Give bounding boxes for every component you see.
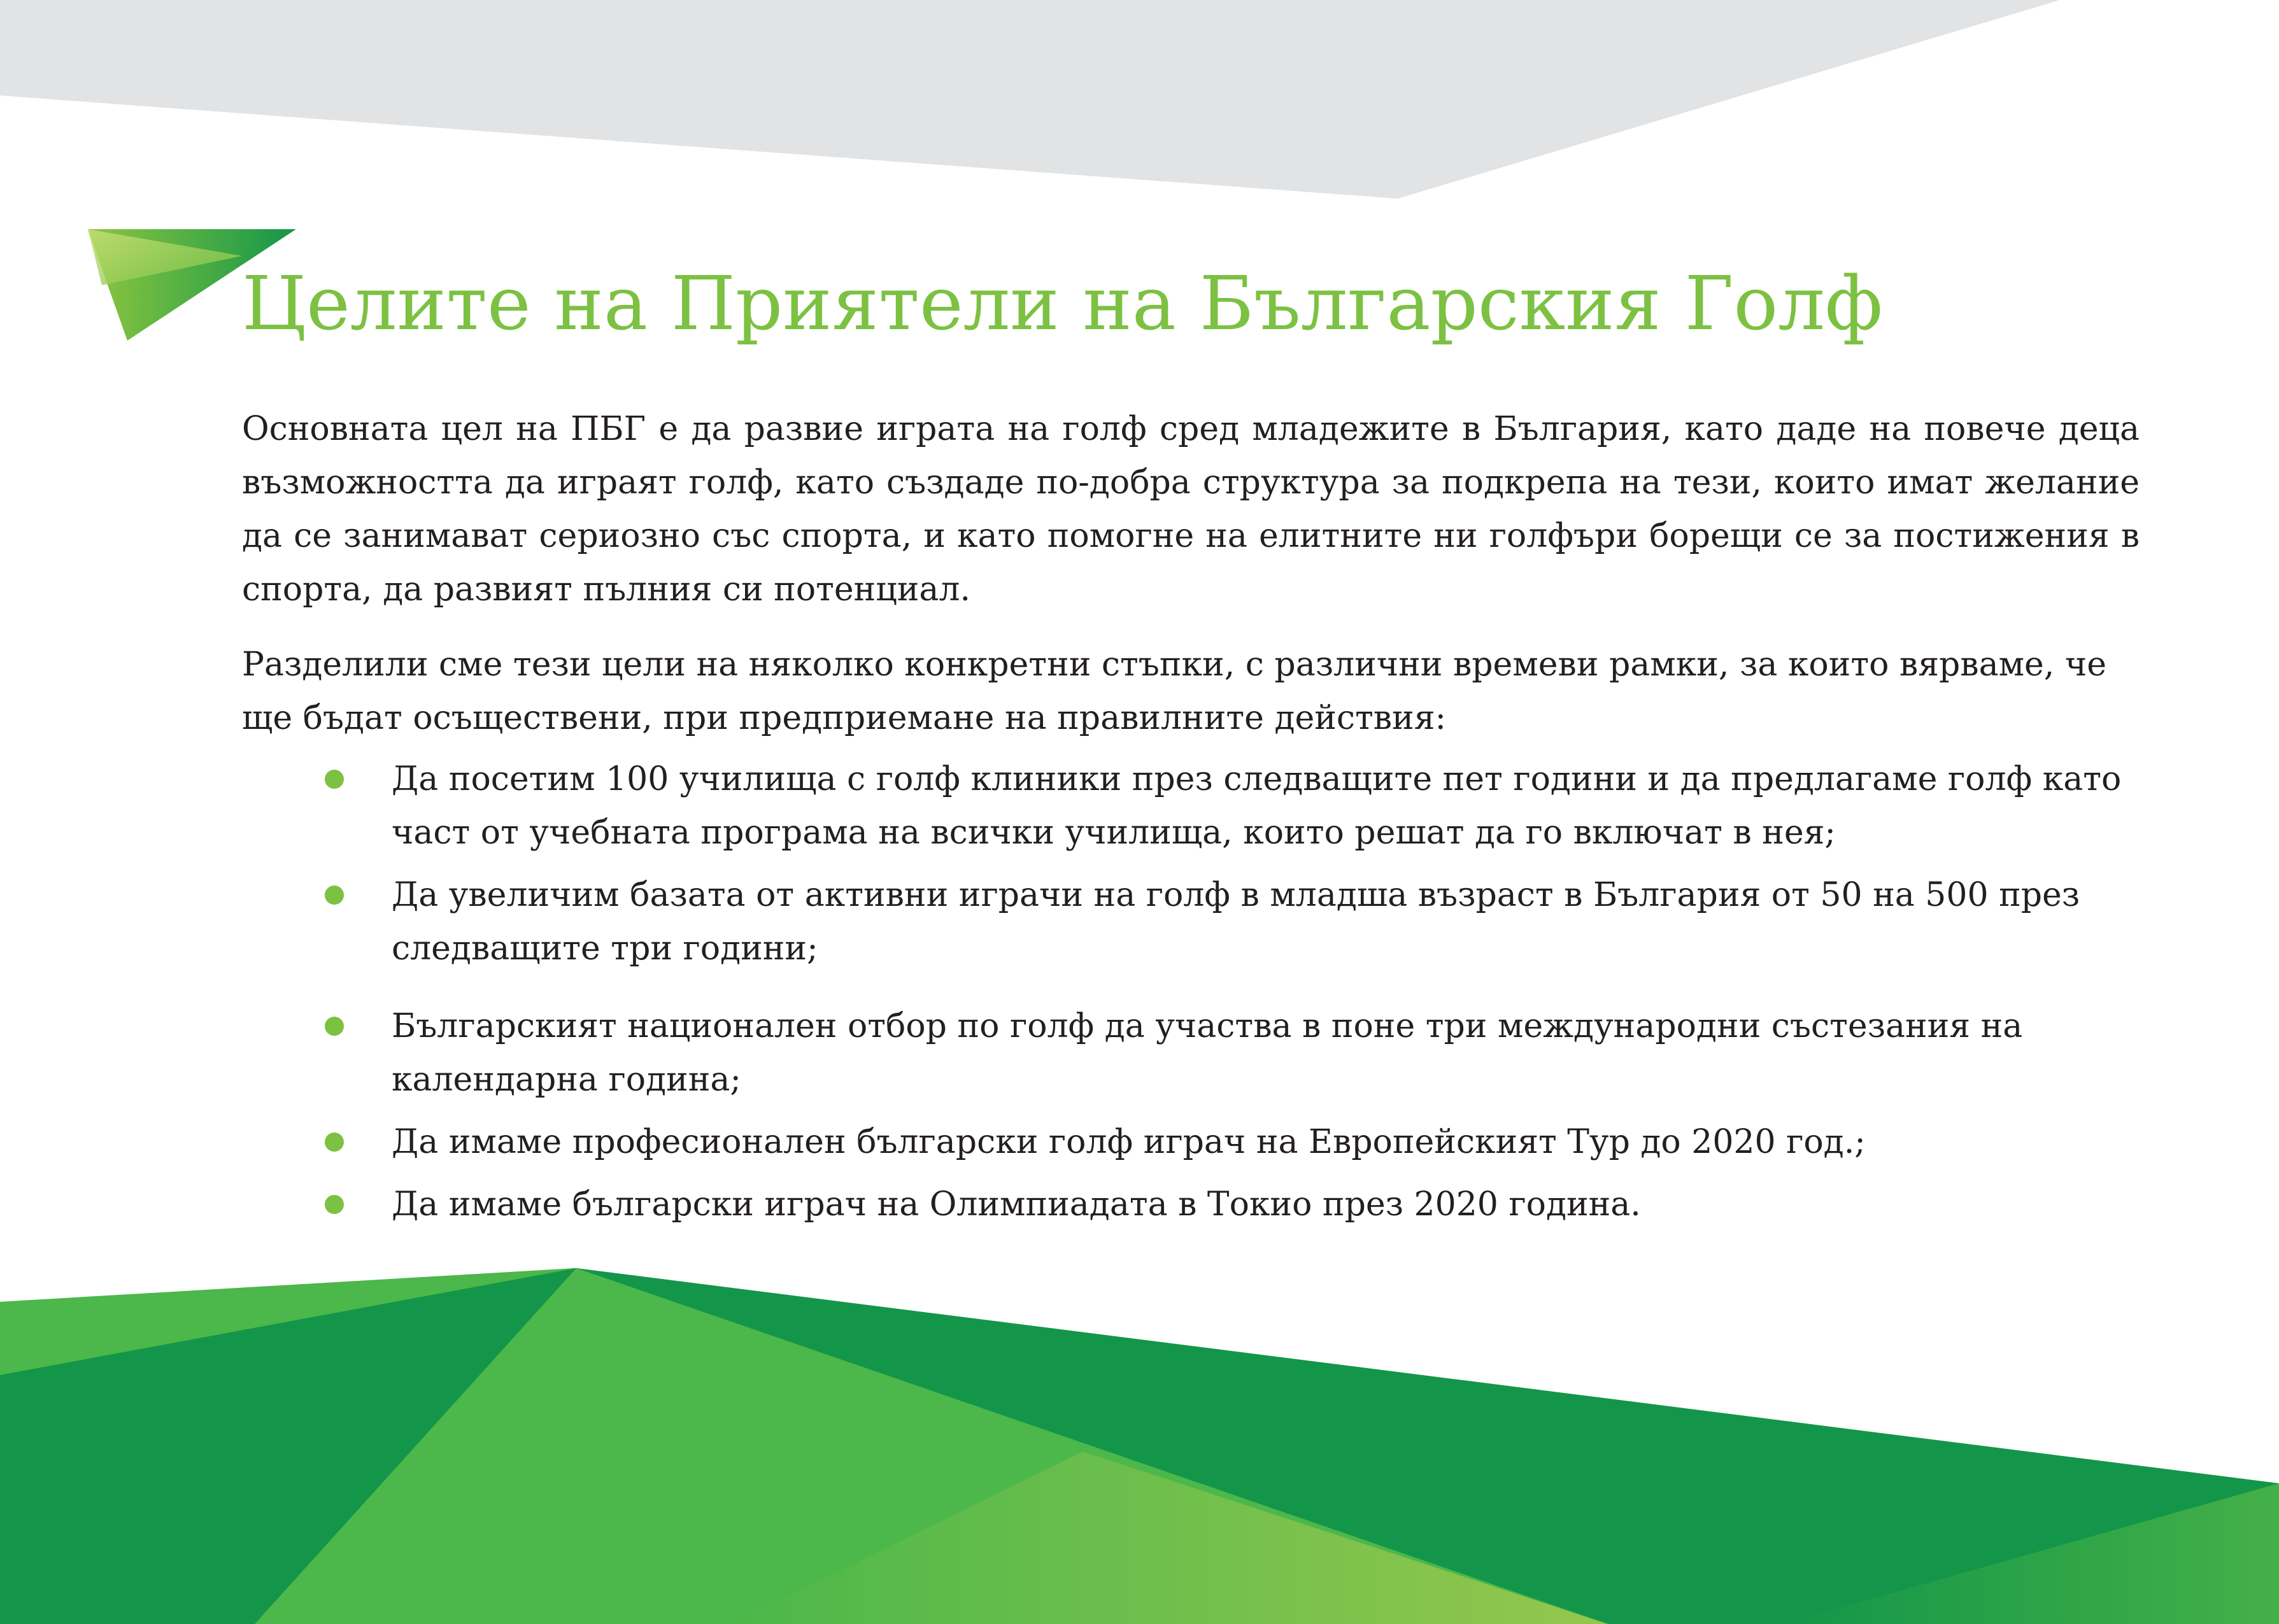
bullet-dot-icon	[325, 770, 344, 789]
goal-text: Да имаме български играч на Олимпиадата в Токио през 2020 година.	[392, 1185, 1641, 1224]
steps-paragraph: Разделили сме тези цели на няколко конкретни стъпки, с различни времеви рамки, за които вярваме, че ще бъдат осъществени, при предприемане на правилните действия:	[242, 646, 2106, 737]
bullet-dot-icon	[325, 1133, 344, 1152]
goal-text: Българският национален отбор по голф да участва в поне три международни състезания на календарна година;	[392, 1007, 2023, 1099]
goal-text: Да имаме професионален български голф играч на Европейският Тур до 2020 год.;	[392, 1123, 1866, 1161]
list-item	[242, 868, 2140, 975]
list-item	[242, 1178, 2140, 1231]
bottom-green-shapes	[0, 1268, 2279, 1624]
intro-paragraph: Основната цел на ПБГ е да развие играта на голф сред младежите в България, като даде на повече деца възможността да играят голф, като създаде по-добра структура за подкрепа на тези, които имат желание да се занимават сериозно със спорта, и като помогне на елитните ни голфъри борещи се за постижения в спорта, да развият пълния си потенциал.	[242, 410, 2140, 609]
list-item	[242, 999, 2140, 1106]
list-item	[242, 1115, 2140, 1169]
bullet-dot-icon	[325, 1017, 344, 1036]
bullet-dot-icon	[325, 1195, 344, 1214]
goal-text: Да увеличим базата от активни играчи на голф в младша възраст в България от 50 на 500 през следващите три години;	[392, 876, 2080, 968]
top-gray-band	[0, 0, 2060, 199]
page-title: Целите на Приятели на Българския Голф	[242, 261, 1883, 347]
main-content	[242, 402, 2140, 1240]
goal-text: Да посетим 100 училища с голф клиники през следващите пет години и да предлагаме голф като част от учебната програма на всички училища, които решат да го включат в нея;	[392, 760, 2122, 852]
bullet-dot-icon	[325, 886, 344, 905]
goals-list	[242, 752, 2140, 1231]
list-item	[242, 752, 2140, 859]
